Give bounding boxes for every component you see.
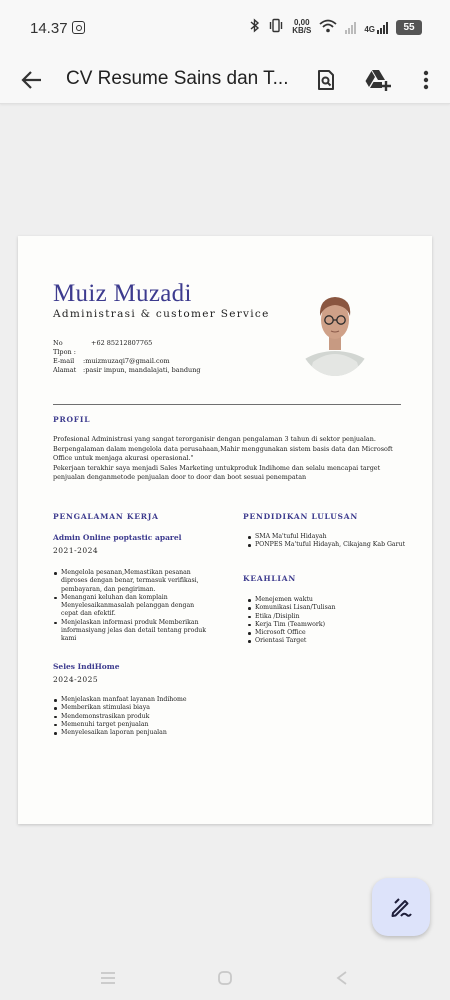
signal-icon bbox=[377, 20, 388, 34]
job-years: 2024-2025 bbox=[53, 675, 99, 684]
document-title: CV Resume Sains dan T... bbox=[66, 68, 289, 89]
system-nav-bar bbox=[0, 955, 450, 1000]
list-item: Kerja Tim (Teamwork) bbox=[247, 621, 407, 629]
home-button[interactable] bbox=[213, 967, 237, 989]
app-bar bbox=[0, 56, 450, 104]
list-item: Menangani keluhan dan komplain Menyelesaikanmasalah pelanggan dengan cepat dan efektif. bbox=[53, 594, 213, 619]
status-bar bbox=[0, 0, 450, 56]
wifi-icon bbox=[319, 19, 337, 36]
job-title: Admin Online poptastic aparel bbox=[53, 533, 182, 542]
recent-apps-button[interactable] bbox=[96, 967, 120, 989]
more-options-button[interactable] bbox=[410, 64, 442, 96]
list-item: Menjelaskan manfaat layanan Indihome bbox=[53, 696, 223, 704]
list-item: Memberikan stimulasi biaya bbox=[53, 704, 223, 712]
list-item: PONPES Ma'tuful Hidayah, Cikajang Kab Garut bbox=[247, 541, 407, 549]
profile-paragraph: Profesional Administrasi yang sangat terorganisir dengan pengalaman 3 tahun di sektor penjualan. Berpengalaman dalam mengelola data perusahaan,Mahir menggunakan sistem basis data dan Microsoft Office untuk menjaga akurasi operasional." bbox=[53, 435, 393, 462]
skills-heading: KEAHLIAN bbox=[243, 574, 296, 583]
status-time: 14.37 bbox=[30, 20, 68, 37]
list-item: Etika /Disiplin bbox=[247, 613, 407, 621]
cv-name: Muiz Muzadi bbox=[53, 280, 192, 307]
contact-label: Alamat bbox=[53, 366, 77, 374]
add-to-drive-button[interactable] bbox=[362, 64, 394, 96]
profile-paragraph: Pekerjaan terakhir saya menjadi Sales Marketing untukproduk Indihome dan selalu mencapai target penjualan denganmetode penjualan door to door dan boot sesuai penempatan bbox=[53, 463, 381, 481]
skills-list bbox=[247, 596, 407, 646]
job-title: Seles IndiHome bbox=[53, 662, 120, 671]
back-icon bbox=[334, 969, 350, 987]
vibrate-icon bbox=[268, 18, 284, 36]
bluetooth-icon bbox=[250, 18, 260, 36]
job-duties-list bbox=[53, 696, 223, 737]
list-item: Komunikasi Lisan/Tulisan bbox=[247, 604, 407, 612]
profile-heading: PROFIL bbox=[53, 415, 91, 424]
battery-level: 55 bbox=[403, 21, 415, 33]
signal-4g-group bbox=[364, 20, 388, 34]
contact-label: E-mail bbox=[53, 357, 75, 365]
contact-phone bbox=[53, 339, 201, 357]
add-to-drive-icon bbox=[364, 68, 392, 92]
network-type: 4G bbox=[364, 25, 375, 34]
experience-heading: PENGALAMAN KERJA bbox=[53, 512, 159, 521]
search-in-document-icon bbox=[315, 69, 337, 91]
contact-email bbox=[53, 357, 201, 366]
contact-value: :muizmuzaqi7@gmail.com bbox=[83, 357, 170, 365]
list-item: Microsoft Office bbox=[247, 629, 407, 637]
find-in-document-button[interactable] bbox=[310, 64, 342, 96]
profile-text bbox=[53, 435, 401, 483]
education-heading: PENDIDIKAN LULUSAN bbox=[243, 512, 359, 521]
instagram-icon bbox=[72, 21, 85, 34]
list-item: Orientasi Target bbox=[247, 637, 407, 645]
cv-role: Administrasi & customer Service bbox=[53, 308, 270, 320]
signal-icon bbox=[345, 20, 356, 34]
list-item: Menyelesaikan laporan penjualan bbox=[53, 729, 223, 737]
contact-info bbox=[53, 339, 201, 375]
back-button[interactable] bbox=[18, 64, 46, 96]
contact-address bbox=[53, 366, 201, 375]
contact-value: :pasir impun, mandalajati, bandung bbox=[83, 366, 201, 374]
network-speed: 0,00 KB/S bbox=[292, 18, 312, 35]
battery-icon bbox=[396, 20, 422, 35]
home-icon bbox=[216, 969, 234, 987]
list-item: Menjelaskan informasi produk Memberikan informasiyang jelas dan detail tentang produk kami bbox=[53, 619, 213, 644]
edit-fab-button[interactable] bbox=[372, 878, 430, 936]
document-page[interactable] bbox=[18, 236, 432, 824]
list-item: SMA Ma'tuful Hidayah bbox=[247, 533, 407, 541]
list-item: Menejemen waktu bbox=[247, 596, 407, 604]
job-duties-list bbox=[53, 569, 213, 644]
education-list bbox=[247, 533, 407, 550]
more-options-icon bbox=[423, 70, 429, 90]
edit-pen-icon bbox=[389, 895, 413, 919]
contact-value: +62 85212807765 bbox=[91, 339, 153, 347]
job-years: 2021-2024 bbox=[53, 546, 99, 555]
profile-photo bbox=[297, 284, 373, 376]
list-item: Mengelola pesanan,Memastikan pesanan diproses dengan benar, termasuk verifikasi, pembayaran, dan pengiriman. bbox=[53, 569, 213, 594]
contact-label: No Tlpon : bbox=[53, 339, 76, 356]
list-item: Memenuhi target penjualan bbox=[53, 721, 223, 729]
list-item: Mendemonstrasikan produk bbox=[53, 713, 223, 721]
system-back-button[interactable] bbox=[330, 967, 354, 989]
back-arrow-icon bbox=[21, 70, 43, 90]
recent-apps-icon bbox=[99, 970, 117, 986]
section-divider bbox=[53, 404, 401, 405]
